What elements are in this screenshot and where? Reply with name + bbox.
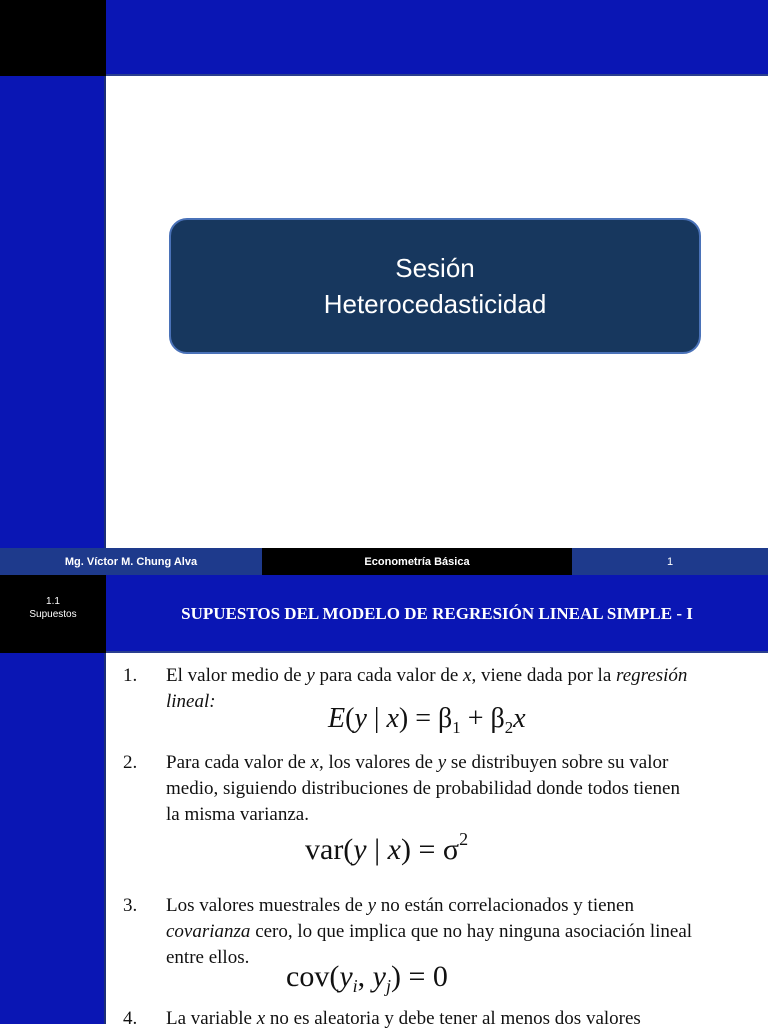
item2-var-y: y — [437, 752, 447, 773]
formula-covariance — [286, 960, 448, 994]
formula3-cov: cov( — [286, 960, 340, 993]
formula3-sub-i: i — [352, 976, 358, 996]
formula1-y: y — [354, 703, 367, 734]
slide1-title-box — [169, 218, 701, 354]
formula1-plus: + — [460, 703, 491, 734]
formula2-equals: ) = — [400, 833, 443, 866]
formula1-sub1: 1 — [452, 718, 461, 737]
formula1-paren: ( — [345, 703, 355, 734]
item3-line3: entre ellos. — [166, 947, 250, 968]
item2-text-part: se distribuyen sobre su valor — [446, 752, 669, 773]
footer-author: Mg. Víctor M. Chung Alva — [0, 548, 262, 575]
slide2-heading: SUPUESTOS DEL MODELO DE REGRESIÓN LINEAL SIMPLE - I — [181, 604, 693, 623]
item1-emphasis: regresión — [616, 665, 688, 686]
item4-text-part: no es aleatoria y debe tener al menos dos valores — [265, 1008, 641, 1029]
formula-conditional-variance — [305, 829, 469, 867]
slide2-top-divider — [106, 651, 768, 653]
formula3-sub-j: j — [385, 976, 391, 996]
item4-text-part: La variable — [166, 1008, 257, 1029]
formula2-bar: | — [366, 833, 388, 866]
item3-number: 3. — [123, 895, 138, 916]
formula2-y: y — [353, 833, 367, 866]
slide1-corner-block — [0, 0, 106, 76]
item1-emphasis: lineal: — [166, 691, 216, 712]
footer-page-number: 1 — [572, 548, 768, 575]
item1-text-part: El valor medio de — [166, 665, 307, 686]
slide1-title-line2: Heterocedasticidad — [323, 289, 547, 319]
slide1-title-line1: Sesión — [395, 253, 475, 283]
formula2-var: var( — [305, 833, 354, 866]
item2-var-x: x — [310, 752, 319, 773]
item4-text — [166, 1006, 761, 1032]
formula2-sigma: σ — [442, 833, 460, 866]
formula1-bar: | — [366, 703, 387, 734]
formula3-y: y — [372, 960, 386, 993]
slide2-section-label — [0, 575, 106, 653]
item1-var-y: y — [306, 665, 315, 686]
formula1-x: x — [386, 703, 399, 734]
formula1-beta1: β — [438, 703, 453, 734]
item2-line3: la misma varianza. — [166, 804, 309, 825]
formula3-comma: , — [357, 960, 373, 993]
formula1-equals: ) = — [398, 703, 439, 734]
section-name: Supuestos — [29, 609, 77, 620]
slide2-sidebar-divider — [104, 653, 106, 1024]
item1-var-x: x — [463, 665, 472, 686]
formula1-x2: x — [513, 703, 526, 734]
formula1-E: E — [328, 703, 346, 734]
item1-text-part: , viene dada por la — [471, 665, 617, 686]
section-number: 1.1 — [46, 596, 60, 607]
slide1-top-bar — [106, 0, 768, 76]
item2-number: 2. — [123, 752, 138, 773]
item2-text-part: , los valores de — [318, 752, 438, 773]
footer-course: Econometría Básica — [262, 548, 572, 575]
item3-text-part: Los valores muestrales de — [166, 895, 368, 916]
item1-number: 1. — [123, 665, 138, 686]
formula3-equals: ) = 0 — [391, 960, 448, 993]
slide2-sidebar — [0, 653, 106, 1024]
item3-var-y: y — [367, 895, 376, 916]
item2-text — [166, 750, 761, 828]
slide2-top-bar — [106, 575, 768, 653]
item4-var-x: x — [256, 1008, 266, 1029]
formula1-sub2: 2 — [504, 718, 514, 737]
formula2-power: 2 — [459, 829, 469, 849]
item1-text-part: para cada valor de — [314, 665, 464, 686]
formula-conditional-mean — [328, 703, 526, 735]
item2-text-part: Para cada valor de — [166, 752, 311, 773]
item3-text — [166, 893, 761, 971]
item3-emphasis: covarianza — [166, 921, 251, 942]
item4-number: 4. — [123, 1008, 138, 1029]
item3-text-part: cero, lo que implica que no hay ninguna asociación lineal — [250, 921, 693, 942]
formula3-y: y — [339, 960, 353, 993]
formula2-x: x — [387, 833, 401, 866]
item3-text-part: no están correlacionados y tienen — [376, 895, 634, 916]
slide1-sidebar — [0, 76, 106, 548]
formula1-beta2: β — [490, 703, 505, 734]
slide1-footer — [0, 548, 768, 575]
item2-line2: medio, siguiendo distribuciones de probabilidad donde todos tienen — [166, 778, 680, 799]
